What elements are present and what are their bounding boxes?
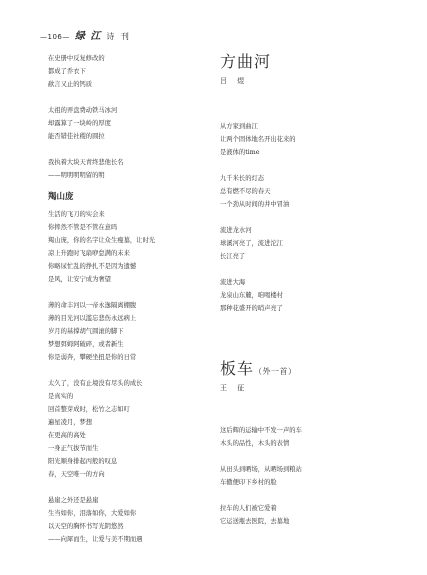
stanza: [220, 276, 400, 315]
poem-line: 太祖的弄盘费动铁马冰河: [48, 107, 118, 114]
poem-line: 一个劲从时间的井中冒油: [220, 201, 290, 208]
page-header: [40, 27, 131, 42]
poem-line: 生当如你，泪落如你，大爱如你: [48, 510, 137, 517]
poem-line: 薄的目光河以滥忘悲伤永远病上: [48, 315, 137, 322]
left-column: [48, 52, 213, 546]
stanza: [220, 172, 400, 211]
poem-line: 车辙便印下乡村的脸: [220, 479, 277, 486]
poem-line: 这后辉的运输中不发一声的车: [220, 427, 302, 434]
poem-line: 梦想弭姆阿破碎，或者新生: [48, 341, 124, 348]
poem-line: 球溪河亮了，流进沱江: [220, 240, 283, 247]
poem-line: ——明明明明留的明: [48, 172, 105, 179]
poem-line: 让两个固体地名开出花来的: [220, 136, 296, 143]
poem-line: 悬崖之外还是悬崖: [48, 497, 99, 504]
magazine-title: 绿 江: [74, 31, 102, 42]
poem-line: 羯山庞，你的名字让众生瘦墓，让时光: [48, 237, 156, 244]
poem-line: 是真实的: [48, 393, 74, 400]
poem-line: 能否错佳社稷的圆拉: [48, 133, 105, 140]
stanza: [48, 208, 213, 286]
stanza: [220, 463, 400, 489]
poem-line: ——向犀而生，让爱与美不期而遇: [48, 536, 143, 543]
poem-line: 是液体的time: [220, 149, 260, 156]
poem-line: 太久了，没有止境没有尽头的成长: [48, 380, 143, 387]
stanza: [48, 377, 213, 481]
poem-line: 岁月的基撑胡气圆滚的脚下: [48, 328, 124, 335]
poem-line: 阳光顺身排起丙般的叹息: [48, 458, 118, 465]
poem-line: 拉车的人们被它爱着: [220, 505, 277, 512]
poem-title-note: （外一首）: [254, 367, 297, 376]
poem-line: 一身正气拔节而生: [48, 445, 99, 452]
page-number: —106—: [40, 33, 70, 41]
poem-line: 从田头到晒场，从晒场到粮站: [220, 466, 302, 473]
poem-line: 长江亮了: [220, 253, 246, 260]
poem-line: 你是弱奔，攀硬坐扭是你的日常: [48, 354, 137, 361]
poem-line: 总有燃不尽的春天: [220, 188, 271, 195]
poem-line: 生活的飞刀的实会来: [48, 211, 105, 218]
poem-line: 春，天空唯一的方向: [48, 471, 105, 478]
stanza: [48, 494, 213, 546]
poem-line: 木头的品性，木头的表情: [220, 440, 290, 447]
stanza: [48, 299, 213, 364]
poem-line: 却露算了一块岭的厚度: [48, 120, 111, 127]
poem-subtitle: 羯山庞: [48, 192, 74, 202]
poem-line: 回首整芽成时，松竹之志如叮: [48, 406, 130, 413]
poem-author: 吕 煜: [220, 77, 249, 85]
poem-line: 它运送瓶去医院，去墓地: [220, 518, 290, 525]
poem-line: 在更高的高处: [48, 432, 86, 439]
right-column: [220, 52, 400, 528]
intro-poem-continuation: [48, 52, 213, 182]
poem-line: 我执着大块天青终悲他长名: [48, 159, 124, 166]
poem-line: 龙泉山东麓，咱喝楼村: [220, 292, 283, 299]
poem-author: 王 征: [220, 384, 249, 392]
poem-line: 凉上升跑时飞扇咿怠满的未来: [48, 250, 130, 257]
poem-line: 在史册中反复修改的: [48, 55, 105, 62]
poem-line: 是风，让安宁成为奢望: [48, 276, 111, 283]
poem-title: [220, 359, 400, 379]
stanza: [220, 502, 400, 528]
poem-line: 流进大海: [220, 279, 246, 286]
poem-line: 从方家到曲江: [220, 123, 258, 130]
poem-title-text: 板车: [220, 359, 255, 378]
poem-title: 方曲河: [220, 52, 272, 71]
poem-line: 流进龙水河: [220, 227, 252, 234]
section-label: 诗 刊: [106, 32, 131, 41]
poem-line: 九千米长的灯态: [220, 175, 265, 182]
poem-line: 以天空的胸怀书写光阴悠然: [48, 523, 124, 530]
stanza: [220, 120, 400, 159]
poem-line: 你略尿忙乱的挣扎不是因为遗憾: [48, 263, 137, 270]
poem-line: 都成了乔衣下: [48, 68, 86, 75]
poem-line: 那种花盛开的哨声亮了: [220, 305, 283, 312]
poem-line: 歃言又止的钙质: [48, 81, 93, 88]
poem-line: 薄的命丰河以一帝永逸隔离棚腹: [48, 302, 137, 309]
poem-line: 遍星凌月，梦想: [48, 419, 93, 426]
stanza: [220, 424, 400, 450]
stanza: [220, 224, 400, 263]
poem-line: 你摔然不管是不管在意吗: [48, 224, 118, 231]
